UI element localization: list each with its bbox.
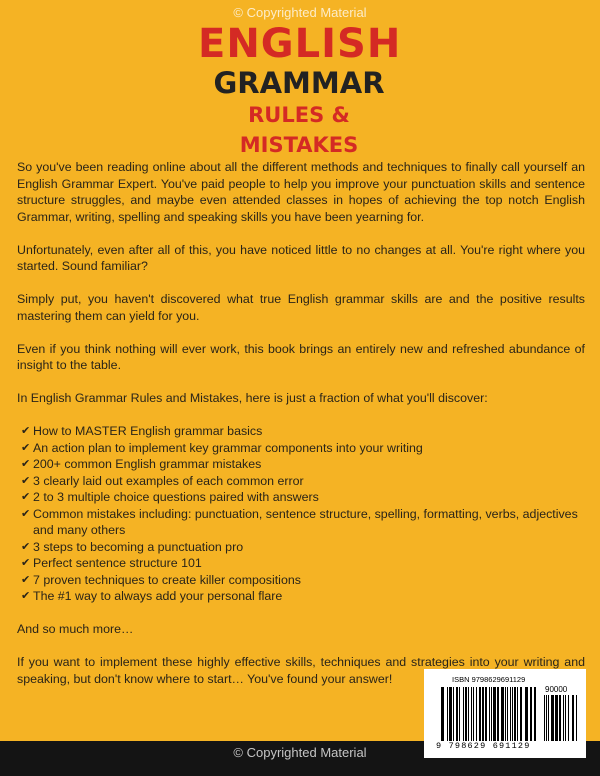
list-item bbox=[21, 440, 585, 457]
checkmark-icon: ✔ bbox=[21, 540, 31, 553]
list-item-text: How to MASTER English grammar basics bbox=[33, 424, 263, 438]
paragraph: If you want to implement these highly effective skills, techniques and strategies into your writing and speaking, but don't know where to start… You've found your answer! bbox=[17, 655, 585, 686]
checkmark-icon: ✔ bbox=[21, 491, 31, 503]
list-item bbox=[21, 456, 585, 473]
list-item bbox=[21, 572, 585, 589]
list-item-text: Common mistakes including: punctuation, sentence structure, spelling, formatting, verbs, adjectives and many others bbox=[33, 506, 578, 537]
addon-barcode-bars-icon bbox=[543, 695, 581, 741]
checkmark-icon: ✔ bbox=[21, 557, 31, 569]
price-code: 90000 bbox=[545, 685, 568, 694]
isbn-digits: 9 798629 691129 bbox=[436, 741, 531, 751]
paragraph: In English Grammar Rules and Mistakes, here is just a fraction of what you'll discover: bbox=[17, 391, 488, 405]
barcode-bars-icon bbox=[440, 687, 538, 741]
checkmark-icon: ✔ bbox=[21, 573, 31, 586]
list-item-text: An action plan to implement key grammar components into your writing bbox=[33, 440, 423, 455]
paragraph: So you've been reading online about all the different methods and techniques to finally call yourself an English Grammar Expert. You've paid people to help you improve your punctuation skills and sentence structure struggles, and maybe even attended classes in hopes of achieving the top notch English Grammar, writing, spelling and speaking skills you have been yearning for. bbox=[17, 160, 585, 224]
watermark-top: © Copyrighted Material bbox=[233, 5, 367, 20]
paragraph: Even if you think nothing will ever work, this book brings an entirely new and refreshed abundance of insight to the table. bbox=[17, 341, 585, 372]
checkmark-icon: ✔ bbox=[21, 425, 31, 437]
checkmark-icon: ✔ bbox=[21, 474, 31, 487]
book-title bbox=[198, 20, 402, 157]
checkmark-icon: ✔ bbox=[21, 441, 31, 454]
checkmark-icon: ✔ bbox=[21, 590, 31, 602]
list-item-text: 2 to 3 multiple choice questions paired with answers bbox=[33, 490, 319, 504]
checkmark-icon: ✔ bbox=[21, 458, 31, 470]
paragraph: Unfortunately, even after all of this, you have noticed little to no changes at all. You're right where you started. Sound familiar? bbox=[17, 242, 585, 273]
title-line-rules-mistakes: RULES & MISTAKES bbox=[239, 103, 359, 157]
back-cover-text bbox=[17, 159, 585, 704]
feature-checklist bbox=[17, 423, 585, 605]
paragraph: Simply put, you haven't discovered what true English grammar skills are and the positive results mastering them can yield for you. bbox=[17, 292, 585, 323]
list-item-text: The #1 way to always add your personal flare bbox=[33, 589, 283, 603]
list-item bbox=[21, 473, 585, 490]
list-item bbox=[21, 489, 585, 506]
list-item-text: 7 proven techniques to create killer compositions bbox=[33, 572, 301, 587]
paragraph: And so much more… bbox=[17, 622, 134, 636]
list-item-text: 3 steps to becoming a punctuation pro bbox=[33, 539, 244, 554]
list-item-text: 200+ common English grammar mistakes bbox=[33, 457, 262, 471]
checkmark-icon: ✔ bbox=[21, 507, 31, 520]
list-item-text: 3 clearly laid out examples of each common error bbox=[33, 473, 304, 488]
list-item bbox=[21, 506, 585, 539]
isbn-label: ISBN 9798629691129 bbox=[452, 675, 526, 684]
title-line-english: ENGLISH bbox=[198, 21, 402, 67]
watermark-bottom: © Copyrighted Material bbox=[233, 745, 367, 760]
list-item bbox=[21, 588, 585, 605]
list-item bbox=[21, 539, 585, 556]
title-line-grammar: GRAMMAR bbox=[213, 66, 385, 100]
list-item-text: Perfect sentence structure 101 bbox=[33, 556, 202, 570]
list-item bbox=[21, 555, 585, 572]
list-item bbox=[21, 423, 585, 440]
